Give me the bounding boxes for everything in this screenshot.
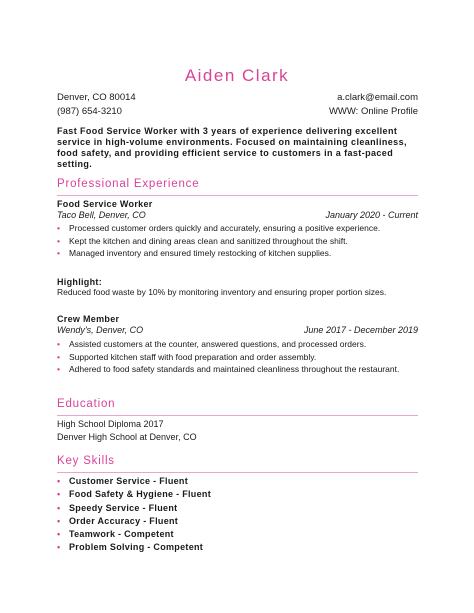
bullet-icon: • — [57, 223, 60, 233]
bullet-icon: • — [57, 339, 60, 349]
education-school: Denver High School at Denver, CO — [57, 432, 197, 442]
education-degree: High School Diploma 2017 — [57, 419, 164, 429]
list-item: • Food Safety & Hygiene - Fluent — [57, 488, 211, 501]
highlight-text: Reduced food waste by 10% by monitoring inventory and ensuring proper portion sizes. — [57, 287, 387, 297]
bullet-icon: • — [57, 476, 61, 486]
job-employer-row — [57, 210, 418, 220]
bullet-icon: • — [57, 515, 61, 526]
section-divider — [57, 195, 418, 196]
location-text: Denver, CO 80014 — [57, 92, 136, 103]
section-divider — [57, 415, 418, 416]
contact-row-2 — [57, 106, 418, 117]
job-employer: Taco Bell, Denver, CO — [57, 210, 146, 220]
list-item: • Speedy Service - Fluent — [57, 502, 211, 515]
bullet-icon: • — [57, 248, 60, 258]
job-dates: January 2020 - Current — [325, 210, 418, 220]
list-item: • Order Accuracy - Fluent — [57, 515, 211, 528]
list-item: • Teamwork - Competent — [57, 528, 211, 541]
email-link[interactable]: a.clark@email.com — [337, 92, 418, 103]
list-item: • Managed inventory and ensured timely restocking of kitchen supplies. — [57, 248, 332, 258]
bullet-icon: • — [57, 235, 60, 246]
job-title: Crew Member — [57, 314, 120, 324]
section-title-skills: Key Skills — [57, 455, 115, 467]
job-title: Food Service Worker — [57, 199, 153, 209]
list-item: • Processed customer orders quickly and accurately, ensuring a positive experience. — [57, 223, 381, 233]
candidate-name: Aiden Clark — [184, 66, 290, 85]
list-item: • Adhered to food safety standards and maintained cleanliness throughout the restaurant. — [57, 364, 400, 374]
skills-list — [57, 475, 211, 555]
bullet-icon: • — [57, 542, 61, 553]
list-item: • Kept the kitchen and dining areas clean and sanitized throughout the shift. — [57, 235, 348, 246]
bullet-icon: • — [57, 351, 60, 362]
website-link[interactable]: WWW: Online Profile — [328, 106, 418, 117]
section-title-education: Education — [57, 398, 116, 410]
phone-text: (987) 654-3210 — [57, 106, 122, 117]
bullet-icon: • — [57, 502, 61, 513]
bullet-icon: • — [57, 364, 60, 374]
job-dates: June 2017 - December 2019 — [303, 325, 418, 335]
highlight-label: Highlight: — [57, 277, 102, 287]
bullet-icon: • — [57, 529, 61, 540]
list-item: • Supported kitchen staff with food preparation and order assembly. — [57, 351, 317, 362]
list-item: • Problem Solving - Competent — [57, 541, 211, 554]
summary-text: Fast Food Service Worker with 3 years of experience delivering excellent service in high-volume environments. Focused on maintaining cleanliness, food safety, and providing efficient service to customers in a fast-paced setting. — [57, 126, 407, 169]
section-divider — [57, 472, 418, 473]
job-employer-row — [57, 325, 418, 335]
job-employer: Wendy's, Denver, CO — [57, 325, 144, 335]
contact-row-1 — [57, 92, 418, 103]
bullet-icon: • — [57, 489, 61, 500]
job-bullet-list — [57, 223, 418, 261]
list-item: • Customer Service - Fluent — [57, 475, 211, 488]
job-bullet-list — [57, 339, 418, 377]
section-title-experience: Professional Experience — [57, 178, 200, 190]
list-item: • Assisted customers at the counter, answered questions, and processed orders. — [57, 339, 367, 349]
